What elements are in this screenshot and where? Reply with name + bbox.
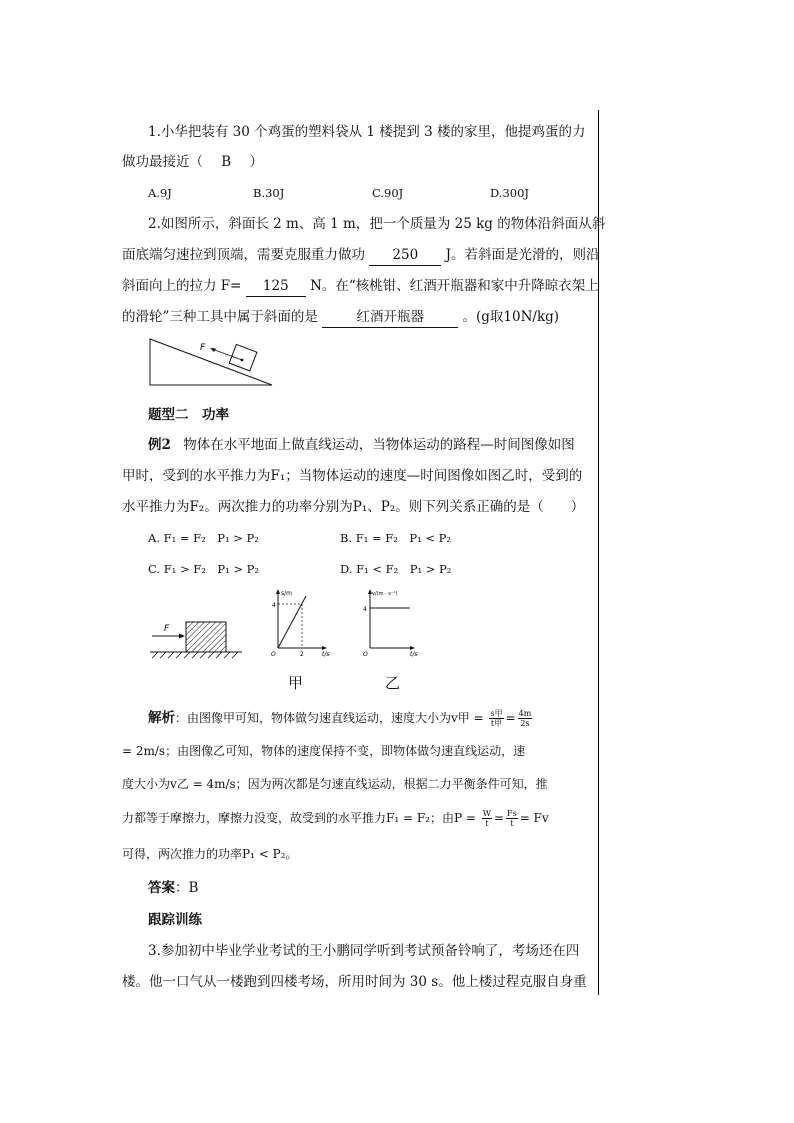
graph-jia [262, 586, 336, 662]
answer-line [148, 878, 198, 898]
incline-block [229, 344, 257, 371]
q3-line1: 3.参加初中毕业学业考试的王小鹏同学听到考试预备铃响了，考场还在四 [148, 943, 580, 959]
q2-line4-pre: 的滑轮”三种工具中属于斜面的是 [122, 309, 318, 325]
example2-line3: 水平推力为F₂。两次推力的功率分别为P₁、P₂。则下列关系正确的是（ ） [122, 499, 585, 515]
analysis-line5: 可得，两次推力的功率P₁ < P₂。 [122, 847, 298, 861]
q1-option-c: C.90J [372, 186, 404, 200]
q1-option-d: D.300J [490, 186, 530, 200]
q2-line3-pre: 斜面向上的拉力 F= [122, 278, 242, 294]
fraction-s-over-t: $\frac{\text{s甲}}{\text{t甲}}$ [490, 709, 503, 728]
example2-option-c: C. F₁ > F₂ P₁ > P₂ [148, 562, 259, 576]
q1-answer: B [221, 154, 232, 170]
analysis-line4-pre: 力都等于摩擦力，摩擦力没变，故受到的水平推力F₁ = F₂；由P = [122, 811, 476, 825]
jia-xlabel: t/s [322, 651, 330, 658]
q2-line2-post: J。若斜面是光滑的，则沿 [445, 247, 600, 263]
jia-x-tick: 2 [300, 651, 304, 658]
example2-option-a: A. F₁ = F₂ P₁ > P₂ [148, 531, 259, 545]
q2-line3 [122, 276, 599, 297]
jia-origin: O [271, 651, 276, 658]
fraction-w-over-t: $\frac{W}{t}$ [482, 809, 491, 828]
yi-origin: O [363, 651, 368, 658]
q1-option-a: A.9J [148, 186, 172, 200]
yi-y-tick: 4 [363, 606, 367, 613]
example2-label: 例2 [148, 437, 171, 453]
fraction-fs-over-t: $\frac{Fs}{t}$ [507, 809, 517, 828]
q2-line2-pre: 面底端匀速拉到顶端，需要克服重力做功 [122, 247, 365, 263]
incline-force-label: F [200, 343, 206, 353]
hatched-block [186, 622, 226, 652]
answer-value: ：B [175, 880, 199, 896]
q1-line2-post: ） [249, 154, 264, 170]
ground-hatching [152, 652, 238, 658]
page-divider-line [598, 110, 599, 995]
jia-y-tick: 4 [272, 602, 276, 609]
q2-line2 [122, 245, 600, 266]
fraction-4m-over-2s: $\frac{4m}{2s}$ [518, 709, 532, 728]
yi-xlabel: t/s [410, 651, 418, 658]
q2-blank-tool: 红酒开瓶器 [322, 307, 458, 328]
example2-line2: 甲时，受到的水平推力为F₁；当物体运动的速度—时间图像如图乙时，受到的 [122, 468, 583, 484]
q1-line1: 1.小华把装有 30 个鸡蛋的塑料袋从 1 楼提到 3 楼的家里，他提鸡蛋的力 [148, 124, 586, 140]
q2-blank-work: 250 [369, 245, 441, 266]
analysis-label: 解析 [148, 710, 175, 726]
graph-yi-caption: 乙 [385, 674, 401, 692]
example2-option-d: D. F₁ < F₂ P₁ > P₂ [340, 562, 452, 576]
q2-blank-force: 125 [246, 276, 306, 297]
example2-line1-text: 物体在水平地面上做直线运动，当物体运动的路程—时间图像如图 [183, 437, 575, 453]
analysis-line1: 解析：由图像甲可知，物体做匀速直线运动，速度大小为v甲 = $\frac{\text{s甲}}{\text{t甲}}$ = $\frac{4m}{2s}$ [148, 709, 532, 728]
analysis-line4-post: = Fv [519, 811, 549, 825]
section-title-power: 题型二 功率 [148, 407, 229, 423]
q3-line2: 楼。他一口气从一楼跑到四楼考场，所用时间为 30 s。他上楼过程克服自身重 [122, 974, 587, 990]
analysis-line3: 度大小为v乙 = 4m/s；因为两次都是匀速直线运动，根据二力平衡条件可知，推 [122, 777, 548, 791]
block-force-figure [148, 616, 243, 662]
yi-ylabel: v/(m · s⁻¹) [372, 591, 398, 597]
q2-line1: 2.如图所示，斜面长 2 m、高 1 m，把一个质量为 25 kg 的物体沿斜面从斜 [148, 216, 606, 232]
analysis-line1-text: ：由图像甲可知，物体做匀速直线运动，速度大小为v甲 = [175, 711, 484, 725]
q2-line3-post: N。在“核桃钳、红酒开瓶器和家中升降晾衣架上 [310, 278, 599, 294]
graph-yi [360, 586, 422, 662]
example2-line1 [148, 435, 575, 455]
incline-force-arrowhead [210, 348, 216, 352]
analysis-line4: 力都等于摩擦力，摩擦力没变，故受到的水平推力F₁ = F₂；由P = $\frac{W}{t}$ = $\frac{Fs}{t}$ = Fv [122, 809, 549, 828]
jia-ylabel: s/m [281, 590, 292, 597]
q1-option-b: B.30J [253, 186, 285, 200]
q1-line2 [122, 152, 263, 172]
q1-line2-pre: 做功最接近（ [122, 154, 203, 170]
q2-line4-post: 。(g取10N/kg) [462, 309, 560, 325]
answer-label: 答案 [148, 880, 175, 896]
analysis-line2: = 2m/s；由图像乙可知，物体的速度保持不变，即物体做匀速直线运动，速 [122, 744, 526, 758]
push-force-label: F [164, 624, 170, 634]
push-force-arrowhead [179, 634, 185, 639]
q2-line4 [122, 307, 559, 328]
example2-option-b: B. F₁ = F₂ P₁ < P₂ [340, 531, 452, 545]
graph-jia-caption: 甲 [288, 674, 304, 692]
followup-title: 跟踪训练 [148, 912, 202, 928]
incline-figure [146, 336, 278, 388]
